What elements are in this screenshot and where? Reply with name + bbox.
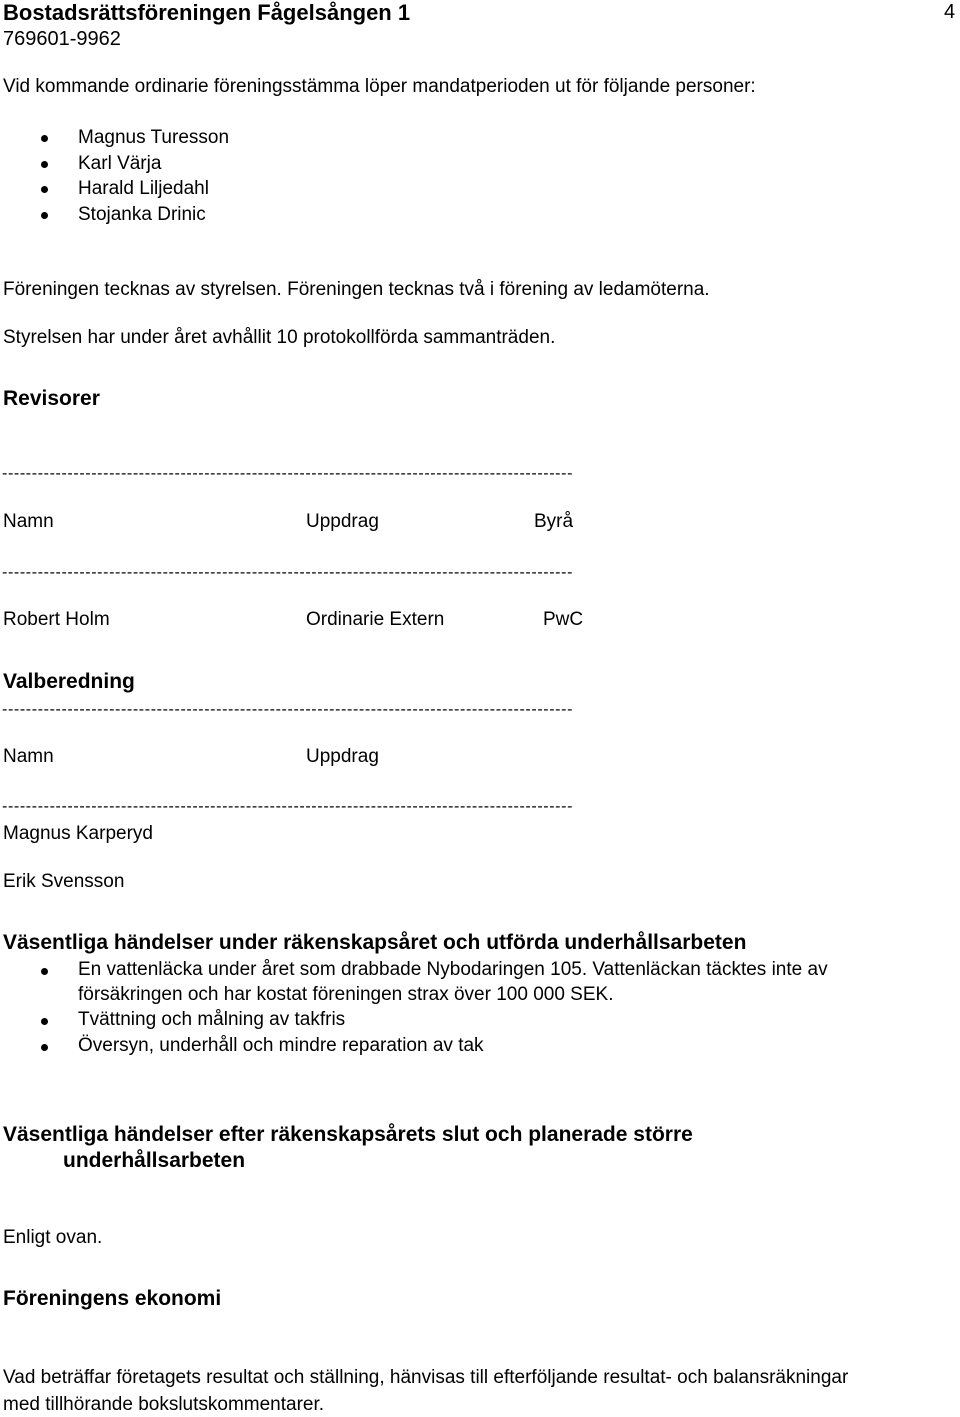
bullet-icon: [41, 186, 48, 193]
bullet-icon: [41, 968, 48, 975]
bullet-icon: [41, 135, 48, 142]
auditor-firm: PwC: [543, 609, 584, 630]
auditors-col-name: Namn: [3, 511, 54, 532]
separator-line: ------------------------------------------------------------------------------------------------: [2, 799, 574, 815]
after-events-heading: Väsentliga händelser efter räkenskapsårets slut och planerade större: [3, 1123, 693, 1146]
organization-number: 769601-9962: [3, 28, 121, 50]
separator-line: ------------------------------------------------------------------------------------------------: [2, 466, 574, 482]
list-item: Harald Liljedahl: [78, 178, 209, 199]
auditors-col-role: Uppdrag: [306, 511, 379, 532]
signing-text: Föreningen tecknas av styrelsen. Föreningen tecknas två i förening av ledamöterna.: [3, 279, 710, 300]
separator-line: ------------------------------------------------------------------------------------------------: [2, 702, 574, 718]
after-events-heading-cont: underhållsarbeten: [63, 1149, 246, 1172]
after-events-text: Enligt ovan.: [3, 1227, 103, 1248]
auditor-name: Robert Holm: [3, 609, 110, 630]
nomination-col-name: Namn: [3, 746, 54, 767]
economy-text-line: med tillhörande bokslutskommentarer.: [3, 1394, 325, 1415]
event-item-line: försäkringen och har kostat föreningen strax över 100 000 SEK.: [78, 984, 614, 1005]
event-item-line: En vattenläcka under året som drabbade Nybodaringen 105. Vattenläckan täcktes inte av: [78, 959, 828, 980]
event-item: Tvättning och målning av takfris: [78, 1009, 346, 1030]
bullet-icon: [41, 1018, 48, 1025]
economy-text-line: Vad beträffar företagets resultat och ställning, hänvisas till efterföljande resultat- och balansräkningar: [3, 1367, 849, 1388]
auditors-heading: Revisorer: [3, 387, 100, 410]
bullet-icon: [41, 212, 48, 219]
mandate-intro: Vid kommande ordinarie föreningsstämma löper mandatperioden ut för följande personer:: [3, 76, 756, 97]
nomination-member: Magnus Karperyd: [3, 823, 153, 844]
bullet-icon: [41, 1044, 48, 1051]
auditor-role: Ordinarie Extern: [306, 609, 445, 630]
list-item: Magnus Turesson: [78, 127, 230, 148]
bullet-icon: [41, 161, 48, 168]
nomination-member: Erik Svensson: [3, 871, 125, 892]
list-item: Stojanka Drinic: [78, 204, 206, 225]
economy-heading: Föreningens ekonomi: [3, 1287, 222, 1310]
auditors-col-firm: Byrå: [534, 511, 574, 532]
organization-name: Bostadsrättsföreningen Fågelsången 1: [3, 0, 411, 25]
events-heading: Väsentliga händelser under räkenskapsåret och utförda underhållsarbeten: [3, 931, 747, 954]
nomination-col-role: Uppdrag: [306, 746, 379, 767]
event-item: Översyn, underhåll och mindre reparation av tak: [78, 1035, 484, 1056]
nomination-heading: Valberedning: [3, 670, 135, 693]
meetings-text: Styrelsen har under året avhållit 10 protokollförda sammanträden.: [3, 327, 556, 348]
separator-line: ------------------------------------------------------------------------------------------------: [2, 565, 574, 581]
list-item: Karl Värja: [78, 153, 162, 174]
page-number: 4: [944, 1, 956, 23]
